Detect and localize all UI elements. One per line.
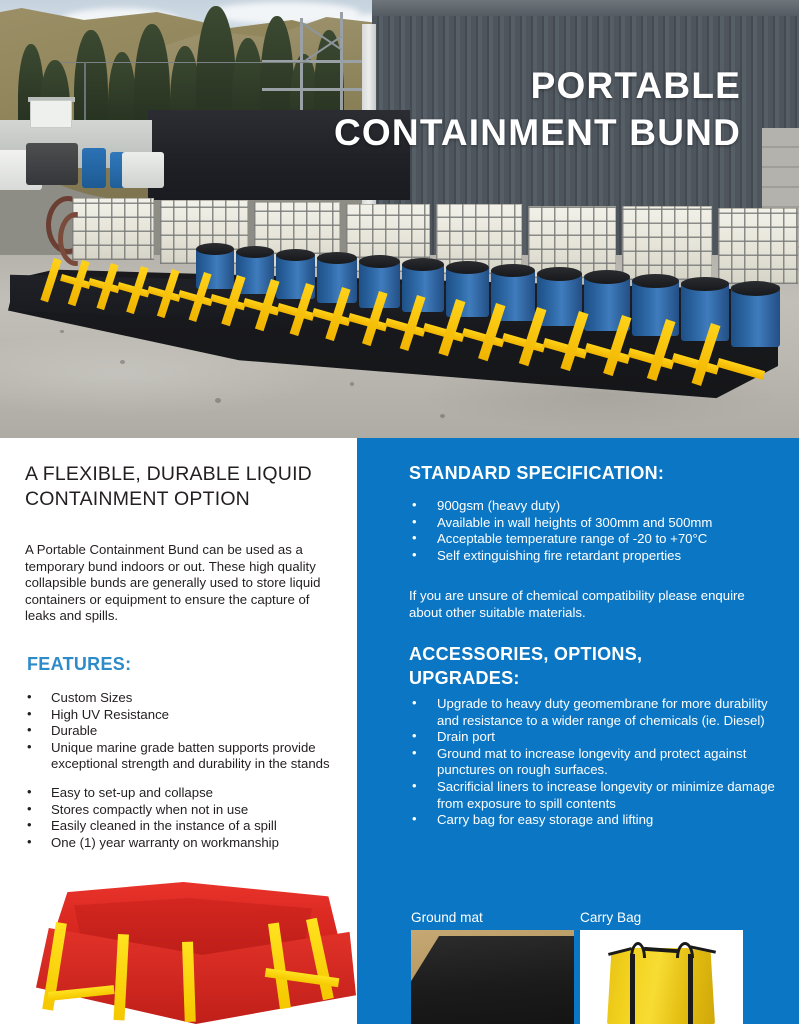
features-group-two	[25, 785, 345, 851]
hero-title-line-1: PORTABLE	[530, 65, 741, 106]
ground-mat-photo	[411, 930, 574, 1024]
left-column	[0, 438, 357, 1024]
ibc-cage	[622, 206, 712, 280]
list-item: • Durable	[25, 723, 345, 740]
accessories-list	[409, 696, 779, 829]
ground-speck	[215, 398, 221, 403]
ground-speck	[440, 414, 445, 418]
list-item: • Carry bag for easy storage and lifting	[409, 812, 779, 829]
power-line	[60, 62, 310, 63]
ground-speck	[120, 360, 125, 364]
ibc-cage	[72, 198, 154, 260]
accessories-heading: ACCESSORIES, OPTIONS, UPGRADES:	[409, 644, 643, 688]
white-trailer	[122, 152, 164, 188]
list-item: • 900gsm (heavy duty)	[409, 498, 779, 515]
drum-lid	[402, 258, 444, 271]
list-item: • Unique marine grade batten supports provide exceptional strength and durability in the stands	[25, 740, 345, 773]
list-item: • Stores compactly when not in use	[25, 802, 345, 819]
drum-lid	[446, 261, 489, 274]
standard-specification-heading: STANDARD SPECIFICATION:	[409, 463, 665, 483]
accessories-items	[409, 696, 779, 829]
features-group-one	[25, 690, 345, 773]
list-item: • Self extinguishing fire retardant properties	[409, 548, 779, 565]
list-item: • Custom Sizes	[25, 690, 345, 707]
red-bund-photo	[22, 876, 357, 1024]
list-item: • Easy to set-up and collapse	[25, 785, 345, 802]
carry-bag-body	[607, 948, 715, 1024]
blue-panel	[357, 438, 799, 1024]
hero-title	[334, 62, 741, 156]
specification-list	[409, 498, 779, 564]
list-item: • Acceptable temperature range of -20 to +70°C	[409, 531, 779, 548]
list-item: • Ground mat to increase longevity and protect against punctures on rough surfaces.	[409, 746, 779, 779]
features-list	[25, 690, 345, 851]
features-heading: FEATURES:	[27, 654, 132, 674]
drum-lid	[731, 281, 780, 296]
building-roof	[372, 0, 799, 16]
portable-toilet	[82, 148, 106, 188]
specification-items	[409, 498, 779, 564]
list-item: • Easily cleaned in the instance of a spill	[25, 818, 345, 835]
ground-mat-caption: Ground mat	[411, 910, 483, 925]
ground-speck	[60, 330, 64, 333]
dark-trailer	[26, 143, 78, 185]
list-item: • Upgrade to heavy duty geomembrane for more durability and resistance to a wider range of chemicals (ie. Diesel)	[409, 696, 779, 729]
drum-lid	[632, 274, 679, 288]
left-column-heading: A FLEXIBLE, DURABLE LIQUID CONTAINMENT OPTION	[25, 463, 312, 510]
list-spacer	[25, 773, 345, 785]
drum-lid	[537, 267, 582, 281]
chemical-compatibility-note: If you are unsure of chemical compatibility please enquire about other suitable materials.	[409, 588, 745, 620]
hero-photo	[0, 0, 799, 438]
intro-paragraph: A Portable Containment Bund can be used as a temporary bund indoors or out. These high quality collapsible bunds are generally used to store liquid containers or equipment to ensure the capture of leaks and spills.	[25, 542, 321, 623]
list-item: • Available in wall heights of 300mm and 500mm	[409, 515, 779, 532]
drum-lid	[681, 277, 729, 291]
carry-bag-strap	[630, 954, 635, 1024]
hero-title-line-2: CONTAINMENT BUND	[334, 112, 741, 153]
drum-lid	[584, 270, 630, 284]
drum-lid	[317, 252, 357, 264]
list-item: • Sacrificial liners to increase longevity or minimize damage from exposure to spill contents	[409, 779, 779, 812]
carry-bag-photo	[580, 930, 743, 1024]
site-shed	[30, 100, 72, 128]
drum-lid	[359, 255, 400, 268]
list-item: • High UV Resistance	[25, 707, 345, 724]
list-item: • Drain port	[409, 729, 779, 746]
ibc-cage	[718, 208, 798, 284]
ground-speck	[350, 382, 354, 386]
drum-lid	[276, 249, 315, 261]
carry-bag-handle	[676, 942, 694, 958]
carry-bag-caption: Carry Bag	[580, 910, 642, 925]
drum-lid	[236, 246, 274, 258]
drum-lid	[196, 243, 234, 255]
list-item: • One (1) year warranty on workmanship	[25, 835, 345, 852]
carry-bag-strap	[688, 954, 693, 1024]
drum-lid	[491, 264, 535, 277]
power-pole	[84, 62, 86, 122]
